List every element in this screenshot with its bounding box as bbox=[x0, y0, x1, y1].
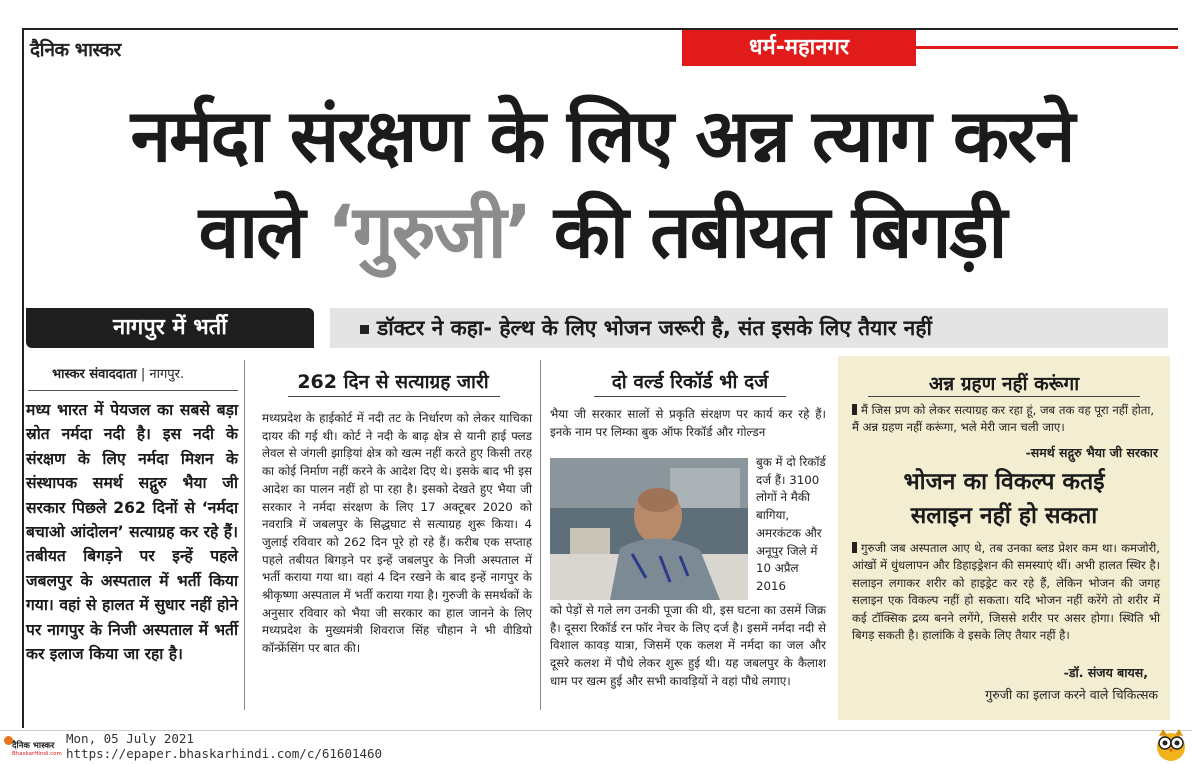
column-2-body: मध्यप्रदेश के हाईकोर्ट में नदी तट के निर्धारण को लेकर याचिका दायर की गई थी। कोर्ट ने नदी के बाढ़ क्षेत्र से यानी हाई फ्लड लेवल से जंगली झाड़ियां क्षेत्र को खत्म नहीं करते हुए किसी तरह का कोई निर्माण नहीं करने के आदेश दिए थे। इसके बाद भी इस आदेश का पालन नहीं हो पा रहा है। इसको देखते हुए भैया जी सरकार ने नर्मदा संरक्षण के लिए 17 अक्टूबर 2020 को नवरात्रि में जबलपुर के सिद्धघाट से सत्याग्रह शुरू किया। 4 जुलाई रविवार को 262 दिन पूरे हो रहे हैं। करीब एक सप्ताह पहले तबीयत बिगड़ने पर इन्हें जबलपुर के निजी अस्पताल में भर्ती कराया गया था। वहां 4 दिन रखने के बाद इन्हें नागपुर के श्रीकृष्णा अस्पताल में भर्ती कराया गया है। गुरुजी के समर्थकों के अनुसार रविवार को भैया जी सरकार का हाल जानने के लिए मध्यप्रदेश के मुख्यमंत्री शिवराज सिंह चौहान ने भी वीडियो कॉन्फ्रेंसिंग पर बात की। bbox=[262, 411, 532, 656]
headline-line-2-post: की तबीयत बिगड़ी bbox=[530, 190, 1006, 275]
section-tag: धर्म-महानगर bbox=[682, 30, 916, 66]
column-3-body-side: बुक में दो रिकॉर्ड दर्ज हैं। 3100 लोगों ने मैकी बागिया, अमरकंटक और अनूपुर जिले में 10 अप्रैल 2016 bbox=[756, 455, 826, 593]
sidebar-attribution-2-role: गुरुजी का इलाज करने वाले चिकित्सक bbox=[985, 687, 1158, 702]
masthead-logo: दैनिक भास्कर bbox=[30, 39, 121, 61]
sidebar-title-rule bbox=[868, 396, 1140, 397]
hospital-patient-photo bbox=[550, 458, 748, 600]
sidebar-heading-2-line-1: भोजन का विकल्प कतई bbox=[903, 469, 1105, 495]
headline-line-2-pre: वाले bbox=[198, 190, 328, 275]
footer-url-link[interactable]: https://epaper.bhaskarhindi.com/c/61601460 bbox=[66, 746, 383, 761]
headline-quoted-name: ‘गुरुजी’ bbox=[327, 190, 531, 275]
footer-logo bbox=[4, 734, 62, 760]
top-frame-rule bbox=[22, 28, 1178, 30]
sidebar-box bbox=[838, 356, 1170, 720]
byline-name: भास्कर संवाददाता bbox=[52, 367, 137, 382]
sidebar-quote-2-text: गुरुजी जब अस्पताल आए थे, तब उनका ब्लड प्रेशर कम था। कमजोरी, आंखों में धुंधलापन और डिहाइड्रेशन की समस्याएं थीं। अभी हालत स्थिर है। सलाइन लगाकर शरीर को हाइड्रेट कर रहे हैं, लेकिन भोजन की जगह सलाइन एक विकल्प नहीं हो सकता। यदि भोजन नहीं करेंगे तो शरीर में कई टॉक्सिक द्रव्य बनने लगेंगे, जिससे शरीर पर असर होगा। स्थिति भी बिगड़ सकती है। हालांकि वे इसके लिए तैयार नहीं है। bbox=[852, 541, 1160, 643]
sidebar-quote-2 bbox=[852, 540, 1160, 644]
column-3-title: दो वर्ल्ड रिकॉर्ड भी दर्ज bbox=[611, 371, 769, 393]
column-3-body-bottom: को पेड़ों से गले लग उनकी पूजा की थी, इस घटना का उसमें जिक्र है। दूसरा रिकॉर्ड रन फॉर नेचर के लिए दर्ज है। इसमें नर्मदा नदी से विशाल कावड़ यात्रा, जिसमें एक कलश में नर्मदा का जल और दूसरे कलश में पौधे लेकर शुरू हुई थी। यह जबलपुर के कैलाश धाम पर खत्म हुई और सभी कावड़ियों ने वहां पौधे लगाए। bbox=[550, 603, 826, 688]
headline-line-2 bbox=[22, 190, 1182, 275]
footer-date: Mon, 05 July 2021 bbox=[66, 731, 194, 746]
byline-separator: | bbox=[136, 367, 150, 382]
footer-logo-subtext: BhaskarHindi.com bbox=[12, 751, 62, 757]
bullet-square-icon bbox=[360, 325, 369, 334]
location-tag: नागपुर में भर्ती bbox=[26, 308, 314, 348]
photo-illustration bbox=[550, 458, 748, 600]
column-2-title-rule bbox=[288, 396, 500, 397]
lead-paragraph: मध्य भारत में पेयजल का सबसे बड़ा स्रोत नर्मदा नदी है। इस नदी के संरक्षण के लिए नर्मदा मिशन के संस्थापक समर्थ सद्गुरु भैया जी सरकार पिछले 262 दिनों से ‘नर्मदा बचाओ आंदोलन’ सत्याग्रह कर रहे हैं। तबीयत बिगड़ने पर इन्हें पहले जबलपुर के अस्पताल में भर्ती किया गया। वहां से हालत में सुधार नहीं होने पर नागपुर के निजी अस्पताल में भर्ती कर इलाज किया जा रहा है। bbox=[26, 401, 238, 664]
sidebar-title: अन्न ग्रहण नहीं करूंगा bbox=[928, 373, 1080, 395]
quote-mark-icon bbox=[852, 542, 857, 553]
column-divider bbox=[540, 360, 541, 710]
sidebar-quote-1-text: मैं जिस प्रण को लेकर सत्याग्रह कर रहा हूं, जब तक वह पूरा नहीं होता, मैं अन्न ग्रहण नहीं करूंगा, भले मेरी जान चली जाए। bbox=[852, 403, 1155, 435]
owl-mascot-icon bbox=[1154, 726, 1188, 762]
sidebar-attribution-2-name: -डॉ. संजय बायस, bbox=[1063, 665, 1148, 680]
quote-mark-icon bbox=[852, 404, 857, 415]
section-rule bbox=[916, 46, 1178, 49]
sidebar-heading-2-line-2: सलाइन नहीं हो सकता bbox=[910, 503, 1098, 529]
headline-line-1: नर्मदा संरक्षण के लिए अन्न त्याग करने bbox=[130, 94, 1074, 179]
byline-rule bbox=[28, 390, 238, 391]
column-2-title: 262 दिन से सत्याग्रह जारी bbox=[297, 371, 489, 393]
column-3-body-top: भैया जी सरकार सालों से प्रकृति संरक्षण पर कार्य कर रहे हैं। इनके नाम पर लिम्का बुक ऑफ रिकॉर्ड और गोल्डन bbox=[550, 407, 826, 439]
footer-logo-text: दैनिक भास्कर bbox=[12, 741, 55, 751]
subheadline-text: डॉक्टर ने कहा- हेल्थ के लिए भोजन जरूरी है, संत इसके लिए तैयार नहीं bbox=[377, 316, 932, 340]
column-3-title-rule bbox=[594, 396, 786, 397]
subheadline bbox=[330, 308, 1168, 348]
byline bbox=[52, 364, 184, 382]
byline-city: नागपुर. bbox=[149, 367, 185, 382]
sidebar-quote-1 bbox=[852, 402, 1160, 437]
column-divider bbox=[244, 360, 245, 710]
sidebar-attribution-1: -समर्थ सद्गुरु भैया जी सरकार bbox=[1025, 445, 1158, 460]
